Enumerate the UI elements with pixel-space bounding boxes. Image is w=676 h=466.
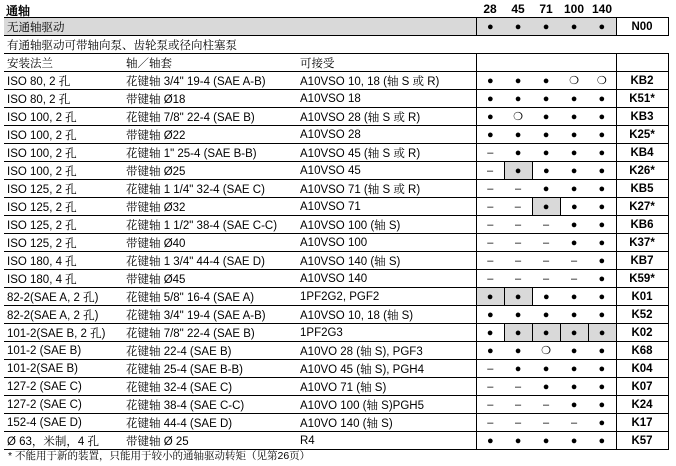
pump-cell: A10VSO 10, 18 (轴 S 或 R) [296, 72, 476, 90]
flange-cell: ISO 180, 4 孔 [4, 270, 122, 288]
shaft-cell: 花键轴 1 1/4" 32-4 (SAE C) [122, 180, 296, 198]
mark-cell: ● [476, 126, 504, 144]
flange-cell: ISO 100, 2 孔 [4, 108, 122, 126]
pump-cell: A10VSO 140 (轴 S) [296, 252, 476, 270]
ordering-code: K57 [616, 432, 668, 450]
mark-cell: – [476, 162, 504, 180]
mark-cell: ● [532, 180, 560, 198]
ordering-code: K01 [616, 288, 668, 306]
ordering-code: K24 [616, 396, 668, 414]
flange-cell: 101-2(SAE B) [4, 360, 122, 378]
header-empty-cell [560, 54, 588, 72]
shaft-cell: 花键轴 44-4 (SAE D) [122, 414, 296, 432]
mark-cell: – [504, 198, 532, 216]
mark-cell: – [560, 252, 588, 270]
ordering-code: KB2 [616, 72, 668, 90]
table-row [4, 198, 668, 216]
ordering-code: K26* [616, 162, 668, 180]
title-row [4, 2, 668, 17]
flange-cell: Ø 63，米制，4 孔 [4, 432, 122, 450]
mark-cell: – [532, 252, 560, 270]
table-row [4, 216, 668, 234]
mark-cell: ● [560, 378, 588, 396]
pump-cell: A10VO 71 (轴 S) [296, 378, 476, 396]
flange-cell: ISO 125, 2 孔 [4, 180, 122, 198]
shaft-cell: 花键轴 1 3/4" 44-4 (SAE D) [122, 252, 296, 270]
mark-cell: ● [588, 144, 616, 162]
mark-cell: – [476, 198, 504, 216]
mark-cell: ● [532, 432, 560, 450]
header-empty-cell [504, 54, 532, 72]
shaft-cell: 花键轴 7/8" 22-4 (SAE B) [122, 324, 296, 342]
flange-cell: ISO 80, 2 孔 [4, 90, 122, 108]
shaft-cell: 带键轴 Ø 25 [122, 432, 296, 450]
mark-cell: – [476, 360, 504, 378]
table-row [4, 414, 668, 432]
ordering-code: KB7 [616, 252, 668, 270]
mark-cell: ● [532, 162, 560, 180]
mark-cell: – [504, 234, 532, 252]
mark-cell: ● [532, 18, 560, 36]
shaft-cell: 带键轴 Ø45 [122, 270, 296, 288]
mark-cell: ● [476, 108, 504, 126]
mark-cell: ● [476, 18, 504, 36]
ordering-code: K17 [616, 414, 668, 432]
mark-cell: ● [532, 306, 560, 324]
mark-cell: ● [532, 90, 560, 108]
mark-cell: – [560, 270, 588, 288]
mark-cell: ● [560, 18, 588, 36]
header-empty-cell [588, 54, 616, 72]
mark-cell: ❍ [504, 108, 532, 126]
shaft-cell: 花键轴 5/8" 16-4 (SAE A) [122, 288, 296, 306]
shaft-cell: 花键轴 22-4 (SAE B) [122, 342, 296, 360]
flange-cell: 82-2(SAE A, 2 孔) [4, 288, 122, 306]
mark-cell: ● [588, 378, 616, 396]
mark-cell: – [476, 270, 504, 288]
mark-cell: ● [560, 288, 588, 306]
mark-cell: ● [476, 288, 504, 306]
size-header-100: 100 [563, 2, 585, 16]
mark-cell: – [476, 378, 504, 396]
size-header-71: 71 [539, 2, 553, 16]
ordering-code: K68 [616, 342, 668, 360]
mark-cell: ● [504, 162, 532, 180]
mark-cell: ● [588, 180, 616, 198]
mark-cell: ● [560, 180, 588, 198]
mark-cell: – [476, 396, 504, 414]
row-column-headers [4, 54, 668, 72]
shaft-cell: 花键轴 3/4" 19-4 (SAE A-B) [122, 306, 296, 324]
ordering-code: KB3 [616, 108, 668, 126]
ordering-code: K59* [616, 270, 668, 288]
table-row [4, 270, 668, 288]
header-pump: 可接受 [296, 54, 476, 72]
shaft-cell: 花键轴 3/4" 19-4 (SAE A-B) [122, 72, 296, 90]
shaft-cell: 花键轴 1" 25-4 (SAE B-B) [122, 144, 296, 162]
mark-cell: ● [532, 360, 560, 378]
mark-cell: ● [588, 90, 616, 108]
mark-cell: ● [532, 108, 560, 126]
pump-cell: A10VO 100 (轴 S)PGH5 [296, 396, 476, 414]
table-body [4, 18, 668, 450]
table-row [4, 396, 668, 414]
pump-cell: A10VSO 45 [296, 162, 476, 180]
flange-cell: 127-2 (SAE C) [4, 396, 122, 414]
mark-cell: ● [532, 144, 560, 162]
flange-cell: ISO 80, 2 孔 [4, 72, 122, 90]
mark-cell: ● [560, 162, 588, 180]
ordering-code: K25* [616, 126, 668, 144]
mark-cell: – [504, 414, 532, 432]
shaft-cell: 花键轴 38-4 (SAE C-C) [122, 396, 296, 414]
pump-cell: A10VSO 45 (轴 S 或 R) [296, 144, 476, 162]
shaft-cell: 带键轴 Ø40 [122, 234, 296, 252]
mark-cell: ● [560, 342, 588, 360]
table-row [4, 108, 668, 126]
mark-cell: ● [504, 360, 532, 378]
ordering-code: K02 [616, 324, 668, 342]
flange-cell: ISO 100, 2 孔 [4, 162, 122, 180]
mark-cell: ● [504, 72, 532, 90]
table-title: 通轴 [6, 4, 31, 18]
mark-cell: ● [560, 216, 588, 234]
size-header-140: 140 [591, 2, 613, 16]
mark-cell: ● [588, 252, 616, 270]
footnote: * 不能用于新的装置，只能用于较小的通轴驱动转矩（见第26页） [8, 450, 311, 462]
pump-cell: A10VO 45 (轴 S), PGH4 [296, 360, 476, 378]
flange-cell: 82-2(SAE A, 2 孔) [4, 306, 122, 324]
mark-cell: ● [560, 234, 588, 252]
row-no-through-drive [4, 18, 668, 36]
mark-cell: ● [588, 306, 616, 324]
mark-cell: ● [476, 306, 504, 324]
header-empty-cell [532, 54, 560, 72]
mark-cell: – [476, 144, 504, 162]
ordering-code: KB6 [616, 216, 668, 234]
mark-cell: ● [588, 234, 616, 252]
mark-cell: – [560, 414, 588, 432]
mark-cell: ● [560, 108, 588, 126]
pump-cell: A10VSO 28 (轴 S 或 R) [296, 108, 476, 126]
mark-cell: ● [588, 216, 616, 234]
ordering-code: K37* [616, 234, 668, 252]
pump-cell: R4 [296, 432, 476, 450]
mark-cell: – [476, 216, 504, 234]
mark-cell: ● [476, 90, 504, 108]
table-row [4, 432, 668, 450]
mark-cell: ● [504, 144, 532, 162]
row-section-label [4, 36, 668, 54]
ordering-code: KB4 [616, 144, 668, 162]
row-label: 无通轴驱动 [4, 18, 476, 36]
mark-cell: – [504, 180, 532, 198]
ordering-code: K27* [616, 198, 668, 216]
mark-cell: ● [588, 126, 616, 144]
header-empty-code [616, 54, 668, 72]
mark-cell: – [476, 234, 504, 252]
section-label: 有通轴驱动可带轴向泵、齿轮泵或径向柱塞泵 [4, 36, 668, 54]
flange-cell: ISO 125, 2 孔 [4, 216, 122, 234]
shaft-cell: 花键轴 25-4 (SAE B-B) [122, 360, 296, 378]
mark-cell: ● [560, 144, 588, 162]
ordering-code: K51* [616, 90, 668, 108]
mark-cell: – [476, 252, 504, 270]
mark-cell: ● [476, 342, 504, 360]
pump-cell: A10VSO 140 [296, 270, 476, 288]
mark-cell: – [476, 414, 504, 432]
pump-cell: 1PF2G2, PGF2 [296, 288, 476, 306]
pump-cell: A10VSO 18 [296, 90, 476, 108]
mark-cell: ● [588, 270, 616, 288]
header-flange: 安装法兰 [4, 54, 122, 72]
mark-cell: – [504, 396, 532, 414]
table-row [4, 72, 668, 90]
pump-cell: A10VO 140 (轴 S) [296, 414, 476, 432]
pump-cell: A10VSO 10, 18 (轴 S) [296, 306, 476, 324]
flange-cell: 101-2 (SAE B) [4, 342, 122, 360]
mark-cell: ● [532, 72, 560, 90]
mark-cell: – [504, 270, 532, 288]
mark-cell: ● [476, 324, 504, 342]
mark-cell: ❍ [532, 342, 560, 360]
mark-cell: ● [560, 306, 588, 324]
table-row [4, 180, 668, 198]
pump-cell: A10VSO 100 [296, 234, 476, 252]
mark-cell: ● [504, 306, 532, 324]
mark-cell: – [504, 216, 532, 234]
mark-cell: ❍ [560, 72, 588, 90]
shaft-cell: 花键轴 32-4 (SAE C) [122, 378, 296, 396]
table-row [4, 378, 668, 396]
flange-cell: 127-2 (SAE C) [4, 378, 122, 396]
mark-cell: ● [532, 288, 560, 306]
mark-cell: ● [532, 324, 560, 342]
mark-cell: ● [588, 288, 616, 306]
size-header-28: 28 [483, 2, 497, 16]
mark-cell: – [476, 180, 504, 198]
mark-cell: ● [560, 90, 588, 108]
table-row [4, 324, 668, 342]
mark-cell: ● [560, 198, 588, 216]
shaft-cell: 带键轴 Ø18 [122, 90, 296, 108]
pump-cell: A10VSO 71 (轴 S 或 R) [296, 180, 476, 198]
mark-cell: ● [560, 324, 588, 342]
flange-cell: ISO 125, 2 孔 [4, 198, 122, 216]
table-row [4, 360, 668, 378]
header-empty-cell [476, 54, 504, 72]
mark-cell: ● [504, 324, 532, 342]
pump-cell: A10VSO 28 [296, 126, 476, 144]
mark-cell: ● [504, 288, 532, 306]
mark-cell: ● [588, 198, 616, 216]
mark-cell: ● [504, 126, 532, 144]
shaft-cell: 带键轴 Ø22 [122, 126, 296, 144]
table-row [4, 252, 668, 270]
table-row [4, 306, 668, 324]
flange-cell: ISO 100, 2 孔 [4, 126, 122, 144]
mark-cell: – [532, 216, 560, 234]
mark-cell: ● [532, 126, 560, 144]
mark-cell: ● [560, 432, 588, 450]
table-row [4, 144, 668, 162]
mark-cell: ● [560, 360, 588, 378]
mark-cell: – [504, 252, 532, 270]
mark-cell: – [532, 270, 560, 288]
ordering-code: K07 [616, 378, 668, 396]
table-row [4, 90, 668, 108]
mark-cell: – [532, 414, 560, 432]
mark-cell: ● [504, 18, 532, 36]
table-row [4, 126, 668, 144]
flange-cell: 152-4 (SAE D) [4, 414, 122, 432]
ordering-code: K04 [616, 360, 668, 378]
ordering-code: K52 [616, 306, 668, 324]
header-shaft: 轴／轴套 [122, 54, 296, 72]
ordering-code: N00 [616, 18, 668, 36]
mark-cell: ● [588, 414, 616, 432]
mark-cell: ● [560, 126, 588, 144]
flange-cell: 101-2(SAE B, 2 孔) [4, 324, 122, 342]
mark-cell: ● [588, 162, 616, 180]
flange-cell: ISO 125, 2 孔 [4, 234, 122, 252]
table-row [4, 342, 668, 360]
mark-cell: ● [588, 342, 616, 360]
pump-cell: 1PF2G3 [296, 324, 476, 342]
flange-cell: ISO 180, 4 孔 [4, 252, 122, 270]
pump-cell: A10VSO 71 [296, 198, 476, 216]
shaft-cell: 带键轴 Ø32 [122, 198, 296, 216]
mark-cell: ● [588, 18, 616, 36]
mark-cell: – [504, 378, 532, 396]
mark-cell: ● [588, 324, 616, 342]
table-row [4, 234, 668, 252]
shaft-cell: 带键轴 Ø25 [122, 162, 296, 180]
mark-cell: – [532, 234, 560, 252]
pump-cell: A10VSO 100 (轴 S) [296, 216, 476, 234]
mark-cell: ● [532, 198, 560, 216]
mark-cell: ❍ [588, 72, 616, 90]
mark-cell: ● [504, 90, 532, 108]
mark-cell: ● [476, 432, 504, 450]
table-row [4, 162, 668, 180]
mark-cell: ● [588, 108, 616, 126]
flange-cell: ISO 100, 2 孔 [4, 144, 122, 162]
shaft-cell: 花键轴 1 1/2" 38-4 (SAE C-C) [122, 216, 296, 234]
through-drive-table [4, 17, 669, 450]
table-row [4, 288, 668, 306]
pump-cell: A10VO 28 (轴 S), PGF3 [296, 342, 476, 360]
mark-cell: ● [476, 72, 504, 90]
mark-cell: ● [588, 432, 616, 450]
compatibility-sheet [4, 2, 668, 462]
mark-cell: – [532, 396, 560, 414]
ordering-code: KB5 [616, 180, 668, 198]
mark-cell: ● [588, 360, 616, 378]
mark-cell: ● [504, 342, 532, 360]
mark-cell: ● [588, 396, 616, 414]
mark-cell: ● [504, 432, 532, 450]
mark-cell: ● [532, 378, 560, 396]
shaft-cell: 花键轴 7/8" 22-4 (SAE B) [122, 108, 296, 126]
size-header-45: 45 [511, 2, 525, 16]
mark-cell: ● [560, 396, 588, 414]
